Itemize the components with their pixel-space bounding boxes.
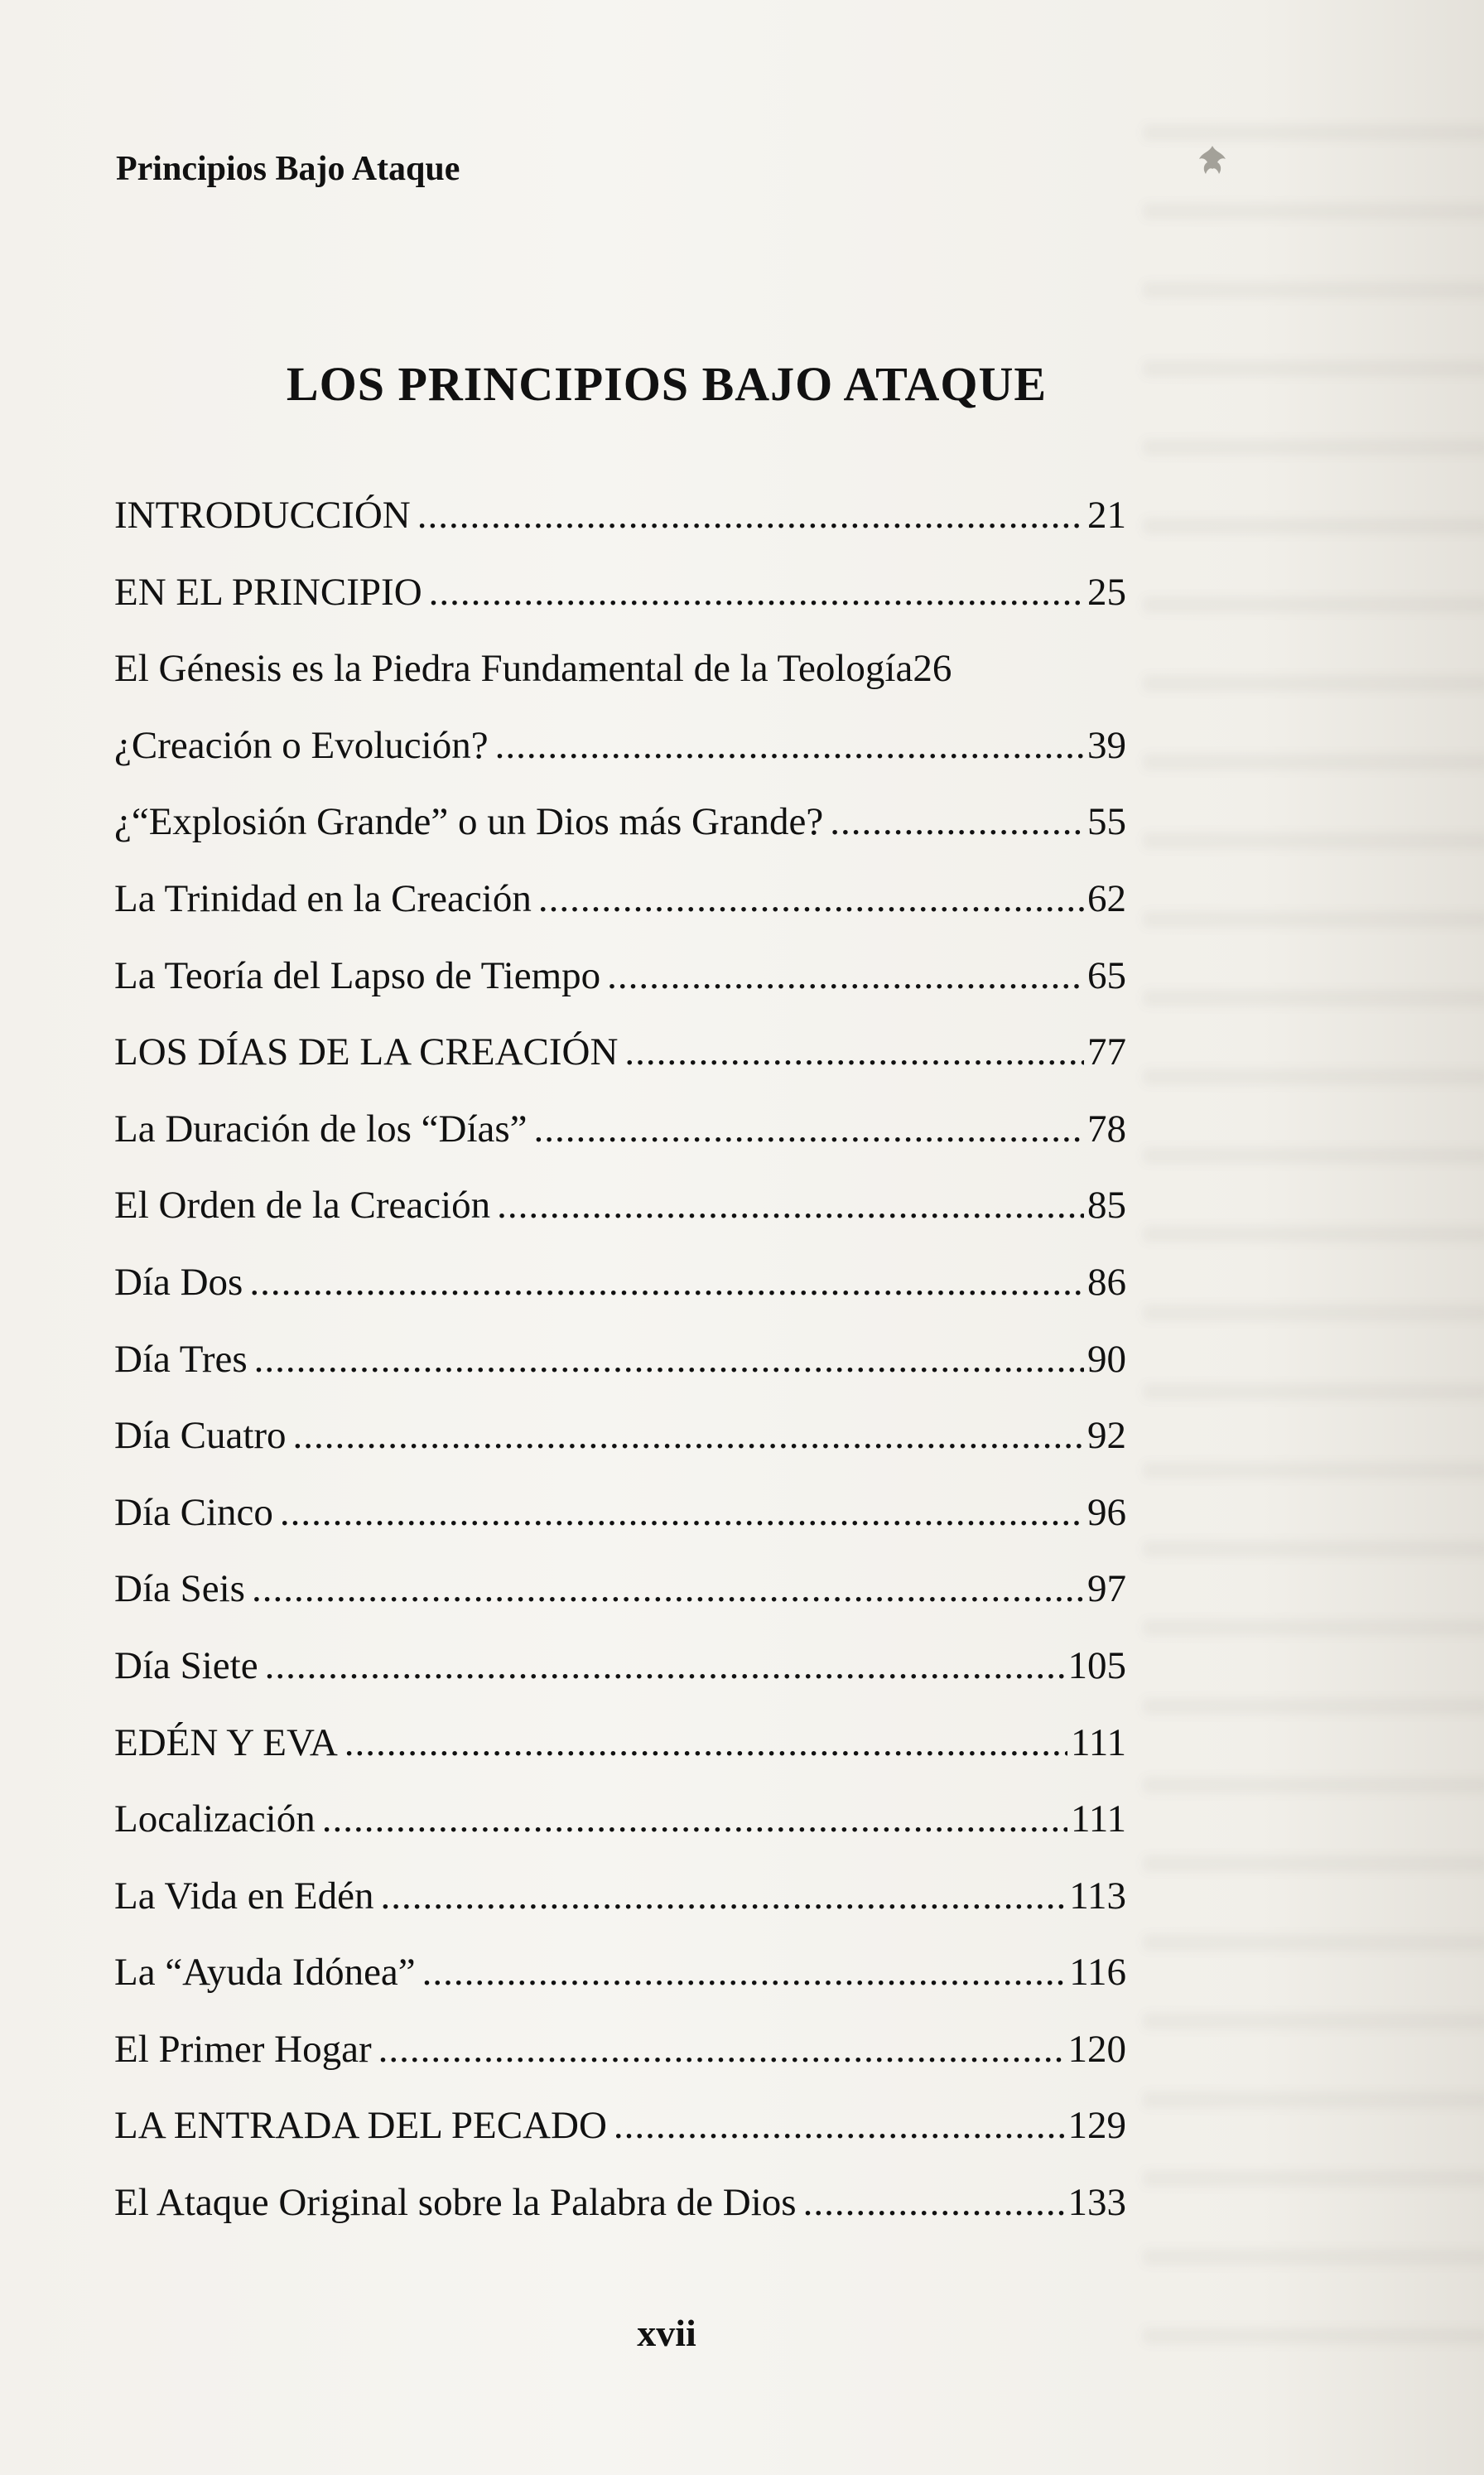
toc-entry xyxy=(114,493,1126,570)
toc-entry-title: LA ENTRADA DEL PECADO xyxy=(114,2104,607,2148)
toc-entry-page: 62 xyxy=(1087,876,1126,920)
toc-entry xyxy=(114,1413,1126,1490)
toc-entry-page: 111 xyxy=(1070,1797,1126,1841)
toc-entry xyxy=(114,799,1126,876)
toc-entry-title: EDÉN Y EVA xyxy=(114,1720,338,1764)
dot-leader xyxy=(803,2180,1065,2225)
dot-leader xyxy=(380,1874,1066,1918)
toc-entry xyxy=(114,1490,1126,1567)
show-through-text xyxy=(1143,124,1484,2361)
dot-leader xyxy=(254,1337,1084,1382)
toc-entry-page: 86 xyxy=(1087,1260,1126,1304)
toc-entry-title: Día Siete xyxy=(114,1643,258,1687)
toc-entry-page: 65 xyxy=(1087,953,1126,997)
toc-entry-page: 105 xyxy=(1067,1643,1126,1687)
dot-leader xyxy=(497,1183,1084,1228)
toc-entry-title: La “Ayuda Idónea” xyxy=(114,1951,416,1995)
dot-leader xyxy=(417,493,1084,538)
toc-entry-page: 77 xyxy=(1087,1030,1126,1074)
toc-entry xyxy=(114,2103,1126,2180)
toc-entry-page: 92 xyxy=(1087,1414,1126,1458)
toc-entry-page: 78 xyxy=(1087,1107,1126,1151)
toc-entry xyxy=(114,1643,1126,1720)
dot-leader xyxy=(614,2103,1065,2148)
toc-entry-page: 111 xyxy=(1070,1720,1126,1764)
toc-entry-page: 90 xyxy=(1087,1337,1126,1381)
dot-leader xyxy=(344,1720,1067,1765)
toc-entry xyxy=(114,1797,1126,1874)
toc-entry-title: El Orden de la Creación xyxy=(114,1184,491,1228)
toc-entry-page: 133 xyxy=(1067,2181,1126,2225)
toc-entry-title: Día Seis xyxy=(114,1567,245,1611)
table-of-contents xyxy=(114,493,1126,2257)
toc-entry-title: El Primer Hogar xyxy=(114,2027,372,2071)
toc-entry xyxy=(114,876,1126,953)
toc-entry xyxy=(114,1337,1126,1414)
toc-entry xyxy=(114,723,1126,800)
toc-entry-title: Localización xyxy=(114,1797,316,1841)
dot-leader xyxy=(429,570,1084,615)
toc-entry xyxy=(114,1107,1126,1184)
toc-entry-page: 26 xyxy=(913,647,952,691)
toc-entry-title: La Vida en Edén xyxy=(114,1874,374,1918)
toc-entry-page: 116 xyxy=(1069,1951,1126,1995)
toc-entry-title: La Teoría del Lapso de Tiempo xyxy=(114,953,601,997)
dot-leader xyxy=(322,1797,1067,1841)
toc-entry-title: ¿Creación o Evolución? xyxy=(114,723,489,767)
toc-entry-title: Día Cuatro xyxy=(114,1414,287,1458)
dot-leader xyxy=(265,1643,1065,1688)
dot-leader xyxy=(378,2027,1065,2072)
toc-title: LOS PRINCIPIOS BAJO ATAQUE xyxy=(286,357,1048,411)
toc-entry-title: INTRODUCCIÓN xyxy=(114,494,411,537)
toc-entry xyxy=(114,953,1126,1030)
toc-entry-page: 25 xyxy=(1087,570,1126,614)
toc-entry-page: 129 xyxy=(1067,2104,1126,2148)
toc-entry-title: El Ataque Original sobre la Palabra de Dios xyxy=(114,2181,797,2225)
toc-entry-title: EN EL PRINCIPIO xyxy=(114,570,422,614)
dove-flame-logo-icon xyxy=(1192,141,1232,181)
toc-entry xyxy=(114,1950,1126,2027)
toc-entry-page: 120 xyxy=(1067,2027,1126,2071)
dot-leader xyxy=(624,1030,1084,1074)
toc-entry xyxy=(114,2180,1126,2257)
dot-leader xyxy=(830,799,1084,844)
toc-entry xyxy=(114,1183,1126,1260)
toc-entry xyxy=(114,1720,1126,1797)
running-head: Principios Bajo Ataque xyxy=(116,150,460,188)
dot-leader xyxy=(293,1413,1084,1458)
toc-entry-title: Día Tres xyxy=(114,1337,248,1381)
toc-entry-page: 113 xyxy=(1069,1874,1126,1918)
toc-entry-title: El Génesis es la Piedra Fundamental de la Teología xyxy=(114,647,913,691)
dot-leader xyxy=(422,1950,1067,1995)
toc-entry-title: Día Dos xyxy=(114,1260,243,1304)
toc-entry-page: 96 xyxy=(1087,1490,1126,1534)
dot-leader xyxy=(280,1490,1084,1535)
toc-entry xyxy=(114,1260,1126,1337)
dot-leader xyxy=(534,1107,1084,1151)
toc-entry-title: LOS DÍAS DE LA CREACIÓN xyxy=(114,1030,619,1074)
toc-entry xyxy=(114,570,1126,647)
toc-entry-title: ¿“Explosión Grande” o un Dios más Grande? xyxy=(114,800,824,844)
toc-entry-title: La Duración de los “Días” xyxy=(114,1107,528,1151)
toc-entry xyxy=(114,2027,1126,2104)
toc-entry-page: 85 xyxy=(1087,1184,1126,1228)
dot-leader xyxy=(252,1566,1084,1611)
toc-entry xyxy=(114,1566,1126,1643)
toc-entry xyxy=(114,1874,1126,1951)
toc-entry-page: 55 xyxy=(1087,800,1126,844)
toc-entry-title: Día Cinco xyxy=(114,1490,273,1534)
dot-leader xyxy=(495,723,1084,768)
toc-entry xyxy=(114,646,1126,723)
toc-entry-page: 97 xyxy=(1087,1567,1126,1611)
toc-entry-title: La Trinidad en la Creación xyxy=(114,876,532,920)
toc-entry-page: 39 xyxy=(1087,723,1126,767)
page-number: xvii xyxy=(637,2312,696,2354)
toc-entry-page: 21 xyxy=(1087,494,1126,537)
toc-entry xyxy=(114,1030,1126,1107)
dot-leader xyxy=(538,876,1084,921)
dot-leader xyxy=(607,953,1084,998)
dot-leader xyxy=(249,1260,1084,1305)
